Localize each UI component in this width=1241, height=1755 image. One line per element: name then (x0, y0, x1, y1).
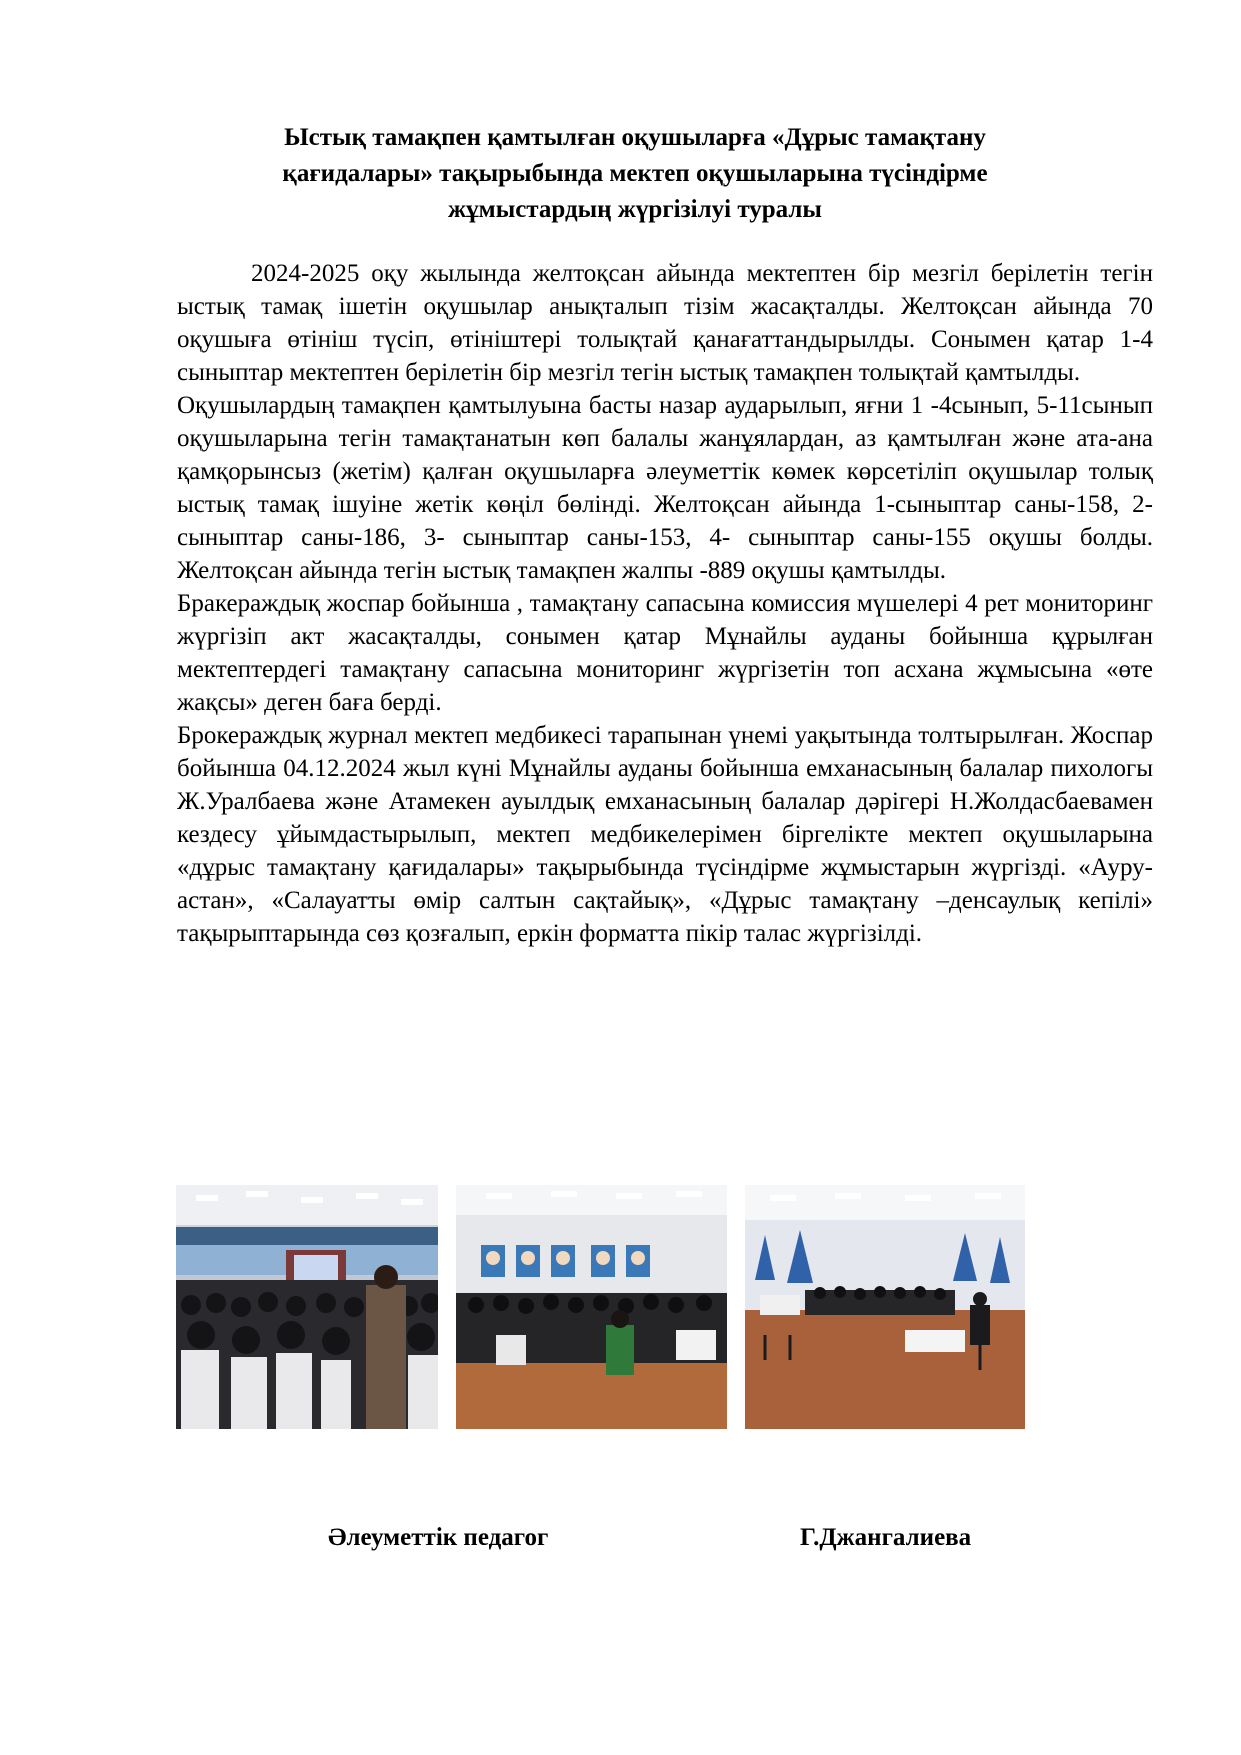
paragraph: 2024-2025 оқу жылында желтоқсан айында мектептен бір мезгіл берілетін тегін ыстық тамақ ішетін оқушылар анықталып тізім жасақталды. Желтоқсан айында 70 оқушыға өтініш түсіп, өтініштері толықтай қанағаттандырылды. Сонымен қатар 1-4 сыныптар мектептен берілетін бір мезгіл тегін ыстық тамақпен толықтай қамтылды. (177, 260, 1153, 386)
document-body (177, 257, 1153, 950)
title-line: қағидалары» тақырыбында мектеп оқушыларына түсіндірме (282, 160, 988, 187)
paragraph: Брокераждық журнал мектеп медбикесі тарапынан үнемі уақытында толтырылған. Жоспар бойынша 04.12.2024 жыл күні Мұнайлы ауданы бойынша емханасының балалар пихологы Ж.Уралбаева және Атамекен ауылдық емханасының балалар дәрігері Н.Жолдасбаевамен кездесу ұйымдастырылып, мектеп медбикелерімен біргелікте мектеп оқушыларына «дұрыс тамақтану қағидалары» тақырыбында түсіндірме жұмыстарын жүргізді. «Ауру-астан», «Салауатты өмір салтын сақтайық», «Дұрыс тамақтану –денсаулық кепілі» тақырыптарында сөз қозғалып, еркін форматта пікір талас жүргізілді. (177, 722, 1153, 947)
title-line: жұмыстардың жүргізілуі туралы (448, 196, 822, 223)
title-line: Ыстық тамақпен қамтылған оқушыларға «Дұрыс тамақтану (284, 124, 986, 151)
assembly-hall-photo-2 (456, 1185, 727, 1429)
paragraph: Оқушылардың тамақпен қамтылуына басты назар аударылып, яғни 1 -4сынып, 5-11сынып оқушыларына тегін тамақтанатын көп балалы жанұялардан, аз қамтылған және ата-ана қамқорынсыз (жетім) қалған оқушыларға әлеуметтік көмек көрсетіліп оқушылар толық ыстық тамақ ішуіне жетік көңіл бөлінді. Желтоқсан айында 1-сыныптар саны-158, 2-сыныптар саны-186, 3- сыныптар саны-153, 4- сыныптар саны-155 оқушы болды. Желтоқсан айында тегін ыстық тамақпен жалпы -889 оқушы қамтылды. (177, 392, 1153, 584)
signature-name: Г.Джангалиева (800, 1524, 972, 1551)
assembly-hall-photo-3 (745, 1185, 1025, 1429)
signature-role: Әлеуметтік педагог (328, 1524, 549, 1551)
assembly-hall-photo-1 (176, 1185, 438, 1429)
paragraph: Бракераждық жоспар бойынша , тамақтану сапасына комиссия мүшелері 4 рет мониторинг жүргізіп акт жасақталды, сонымен қатар Мұнайлы ауданы бойынша құрылған мектептердегі тамақтану сапасына мониторинг жүргізетін топ асхана жұмысына «өте жақсы» деген баға берді. (177, 590, 1153, 716)
document-title (200, 120, 1070, 228)
